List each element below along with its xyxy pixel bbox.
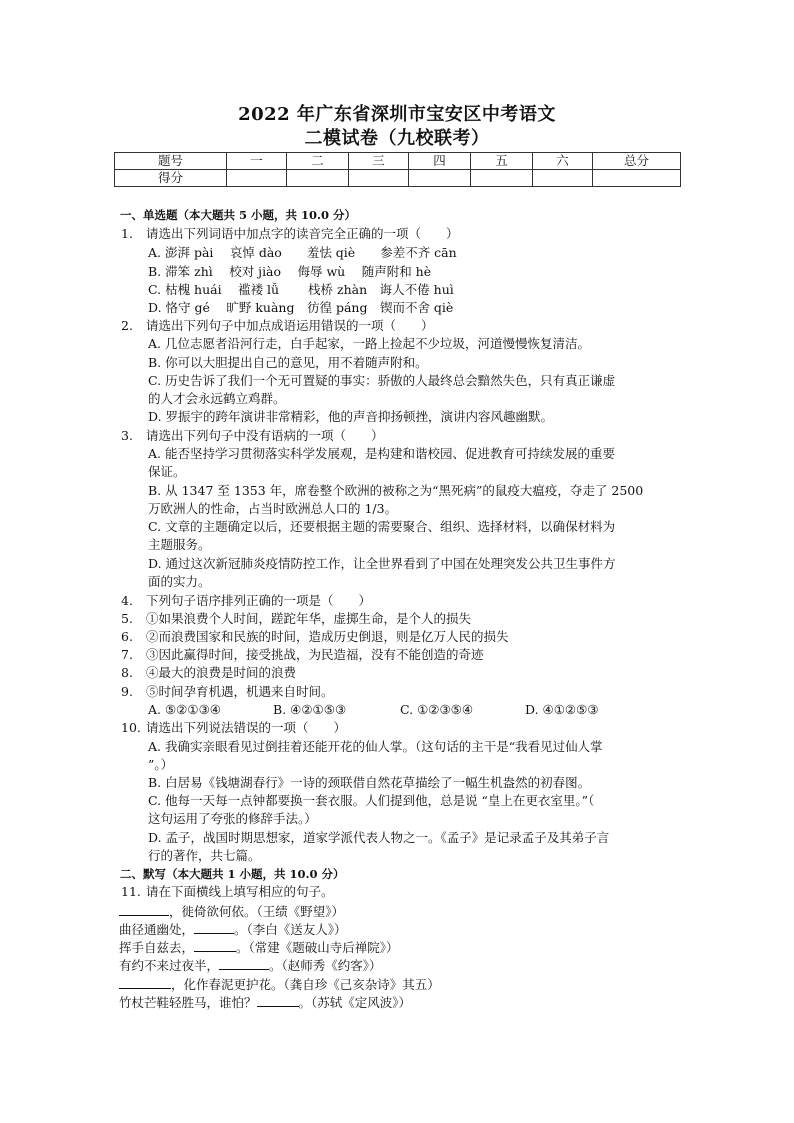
question-number: 6. <box>121 629 133 644</box>
fill-text: 有约不来过夜半， <box>119 958 220 973</box>
question-stem: 请选出下列说法错误的一项（ ） <box>146 720 347 735</box>
score-cell[interactable] <box>593 170 681 187</box>
option-d: D. 孟子，战国时期思想家，道家学派代表人物之一。《孟子》是记录孟子及其弟子言 <box>148 830 610 845</box>
fill-line <box>119 903 344 920</box>
option-d-cont: 面的实力。 <box>148 574 211 589</box>
option-a-cont: ”。） <box>148 757 174 772</box>
fill-line <box>119 957 382 974</box>
question-number: 7. <box>121 647 133 662</box>
question-stem: 请在下面横线上填写相应的句子。 <box>146 884 334 899</box>
fill-text: 竹杖芒鞋轻胜马，谁怕？ <box>119 995 257 1010</box>
option-b-cont: 万欧洲人的性命，占当时欧洲总人口的 1/3。 <box>148 501 398 516</box>
option-b: B. 从 1347 至 1353 年，席卷整个欧洲的被称之为“黑死病”的鼠疫大瘟疫，夺走了 2500 <box>148 483 644 498</box>
question-number: 11. <box>121 884 141 899</box>
question-stem: ①如果浪费个人时间，蹉跎年华，虚掷生命，是个人的损失 <box>146 611 472 626</box>
score-cell[interactable] <box>533 170 593 187</box>
question-stem: 请选出下列句子中加点成语运用错误的一项（ ） <box>146 318 434 333</box>
fill-text: 。（赵师秀《约客》） <box>269 958 382 973</box>
question-number: 8. <box>121 665 133 680</box>
fill-line <box>119 976 440 993</box>
fill-text: ，徙倚欲何依。（王绩《野望》） <box>169 904 345 919</box>
fill-line <box>119 994 411 1011</box>
score-cell[interactable] <box>471 170 533 187</box>
question-stem: ④最大的浪费是时间的浪费 <box>146 665 297 680</box>
fill-text: 挥手自兹去， <box>119 940 195 955</box>
question-number: 4. <box>121 593 133 608</box>
question-number: 2. <box>121 318 133 333</box>
question-stem: 下列句子语序排列正确的一项是（ ） <box>146 593 372 608</box>
option-c: C. ①②③⑤④ <box>400 702 474 717</box>
option-d: D. 恪守 gé 旷野 kuàng 彷徨 páng 锲而不舍 qiè <box>148 300 454 315</box>
option-d: D. 通过这次新冠肺炎疫情防控工作，让全世界看到了中国在处理突发公共卫生事件方 <box>148 556 616 571</box>
option-c-cont: 的人才会永远鹤立鸡群。 <box>148 391 286 406</box>
score-header-cell: 三 <box>349 153 409 170</box>
question-number: 10. <box>121 720 141 735</box>
score-cell[interactable] <box>349 170 409 187</box>
question-number: 5. <box>121 611 133 626</box>
option-b: B. 你可以大胆提出自己的意见，用不着随声附和。 <box>148 355 428 370</box>
score-header-cell: 六 <box>533 153 593 170</box>
score-header-cell: 一 <box>227 153 287 170</box>
score-table-score-row <box>115 170 681 187</box>
score-header-cell: 四 <box>409 153 471 170</box>
option-d: D. 罗振宇的跨年演讲非常精彩，他的声音抑扬顿挫，演讲内容风趣幽默。 <box>148 409 554 424</box>
score-row-label: 得分 <box>115 170 227 187</box>
option-b: B. 白居易《钱塘湖春行》一诗的颈联借自然花草描绘了一幅生机盎然的初春图。 <box>148 775 591 790</box>
option-c-cont: 这句运用了夸张的修辞手法。） <box>148 811 317 826</box>
score-header-cell: 五 <box>471 153 533 170</box>
option-b: B. ④②①⑤③ <box>273 702 347 717</box>
question-number: 3. <box>121 428 133 443</box>
fill-line <box>119 939 399 956</box>
option-a-cont: 保证。 <box>148 464 186 479</box>
answer-blank[interactable] <box>219 957 269 970</box>
score-table-header-row <box>115 153 681 170</box>
score-cell[interactable] <box>287 170 349 187</box>
score-table <box>114 152 681 187</box>
score-cell[interactable] <box>409 170 471 187</box>
answer-blank[interactable] <box>194 939 236 952</box>
score-cell[interactable] <box>227 170 287 187</box>
score-header-cell: 总分 <box>593 153 681 170</box>
option-a: A. ⑤②①③④ <box>148 702 222 717</box>
fill-text: 。（李白《送友人》） <box>234 922 347 937</box>
answer-blank[interactable] <box>257 994 299 1007</box>
option-a: A. 能否坚持学习贯彻落实科学发展观，是构建和谐校园、促进教育可持续发展的重要 <box>148 446 615 461</box>
option-c: C. 历史告诉了我们一个无可置疑的事实：骄傲的人最终总会黯然失色，只有真正谦虚 <box>148 373 616 388</box>
question-number: 9. <box>121 684 133 699</box>
question-stem: ③因此赢得时间，接受挑战，为民造福，没有不能创造的奇迹 <box>146 647 484 662</box>
section2-heading: 二、默写（本大题共 1 小题，共 10.0 分） <box>120 867 345 881</box>
option-d-cont: 行的著作，共七篇。 <box>148 848 261 863</box>
option-c-cont: 主题服务。 <box>148 537 211 552</box>
option-a: A. 澎湃 pài 哀悼 dào 羞怯 qiè 参差不齐 cān <box>148 245 457 260</box>
score-header-cell: 题号 <box>115 153 227 170</box>
answer-blank[interactable] <box>194 921 234 934</box>
question-stem: 请选出下列词语中加点字的读音完全正确的一项（ ） <box>146 226 459 241</box>
question-stem: ⑤时间孕育机遇，机遇来自时间。 <box>146 684 334 699</box>
option-a: A. 几位志愿者沿河行走，白手起家，一路上捡起不少垃圾，河道慢慢恢复清洁。 <box>148 336 590 351</box>
option-a: A. 我确实亲眼看见过倒挂着还能开花的仙人掌。（这句话的主干是“我看见过仙人掌 <box>148 739 603 754</box>
answer-blank[interactable] <box>119 976 171 989</box>
option-c: C. 他每一天每一点钟都要换一套衣服。人们提到他，总是说 “皇上在更衣室里。”（ <box>148 793 595 808</box>
exam-title-line1: 2022 年广东省深圳市宝安区中考语文 <box>238 104 556 125</box>
section1-heading: 一、单选题（本大题共 5 小题，共 10.0 分） <box>120 208 357 222</box>
question-stem: 请选出下列句子中没有语病的一项（ ） <box>146 428 384 443</box>
fill-line <box>119 921 347 938</box>
fill-text: 。（常建《题破山寺后禅院》） <box>236 940 399 955</box>
fill-text: 曲径通幽处， <box>119 922 195 937</box>
fill-text: ，化作春泥更护花。（龚自珍《己亥杂诗》其五） <box>171 977 440 992</box>
option-b: B. 滞笨 zhì 校对 jiào 侮辱 wù 随声附和 hè <box>148 264 432 279</box>
option-c: C. 枯槐 huái 褴褛 lǚ 栈桥 zhàn 诲人不倦 huì <box>148 282 454 297</box>
fill-text: 。（苏轼《定风波》） <box>298 995 412 1010</box>
option-c: C. 文章的主题确定以后，还要根据主题的需要聚合、组织、选择材料，以确保材料为 <box>148 519 616 534</box>
score-header-cell: 二 <box>287 153 349 170</box>
answer-blank[interactable] <box>119 903 169 916</box>
exam-title-line2: 二模试卷（九校联考） <box>304 128 490 149</box>
option-d: D. ④①②⑤③ <box>525 702 599 717</box>
question-number: 1. <box>121 226 133 241</box>
question-stem: ②而浪费国家和民族的时间，造成历史倒退，则是亿万人民的损失 <box>146 629 509 644</box>
